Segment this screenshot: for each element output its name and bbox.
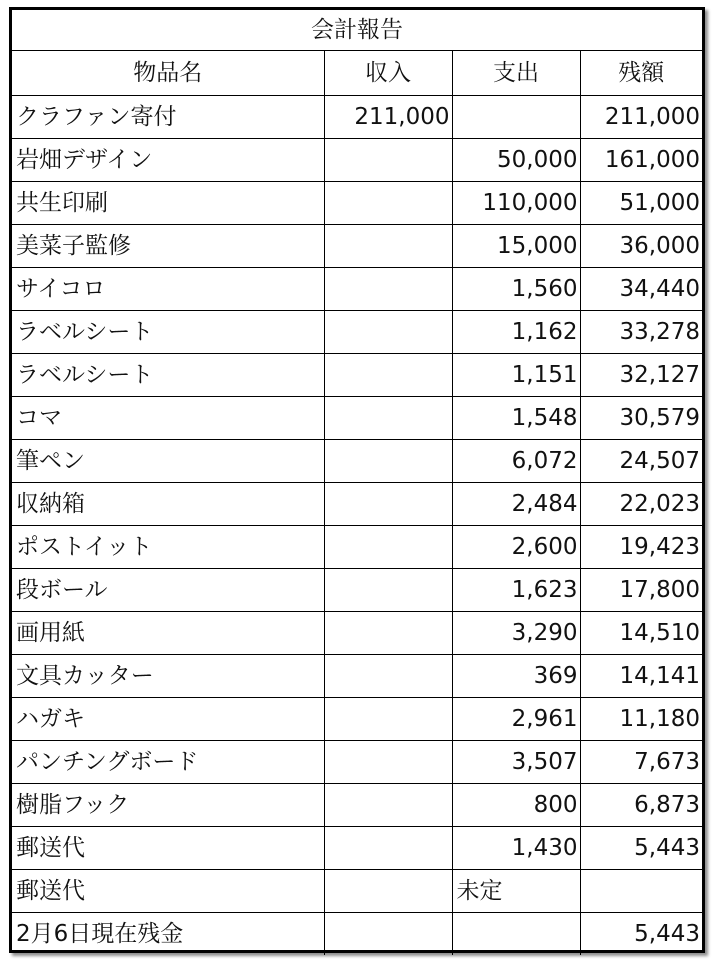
item-name-cell: 段ボール — [12, 569, 324, 612]
table-row — [12, 655, 702, 698]
table-row — [12, 182, 702, 225]
balance-cell: 6,873 — [580, 784, 702, 827]
expense-cell: 2,600 — [452, 526, 580, 569]
income-cell — [324, 913, 452, 956]
balance-cell: 17,800 — [580, 569, 702, 612]
accounting-report-sheet — [9, 7, 705, 953]
income-cell — [324, 440, 452, 483]
table-row — [12, 741, 702, 784]
expense-cell: 1,162 — [452, 311, 580, 354]
table-row — [12, 440, 702, 483]
expense-cell: 2,484 — [452, 483, 580, 526]
income-cell — [324, 870, 452, 913]
income-cell — [324, 182, 452, 225]
table-row — [12, 698, 702, 741]
expense-cell: 1,548 — [452, 397, 580, 440]
expense-cell: 1,430 — [452, 827, 580, 870]
expense-cell: 2,961 — [452, 698, 580, 741]
table-row — [12, 397, 702, 440]
income-cell — [324, 612, 452, 655]
table-row — [12, 569, 702, 612]
item-name-cell: 2月6日現在残金 — [12, 913, 324, 956]
expense-cell: 1,560 — [452, 268, 580, 311]
balance-cell: 14,510 — [580, 612, 702, 655]
balance-cell: 22,023 — [580, 483, 702, 526]
balance-cell: 33,278 — [580, 311, 702, 354]
column-header-expense: 支出 — [452, 51, 580, 96]
income-cell — [324, 827, 452, 870]
balance-cell — [580, 870, 702, 913]
income-cell — [324, 268, 452, 311]
item-name-cell: 美菜子監修 — [12, 225, 324, 268]
item-name-cell: 文具カッター — [12, 655, 324, 698]
balance-cell: 14,141 — [580, 655, 702, 698]
income-cell — [324, 483, 452, 526]
column-header-item-name: 物品名 — [12, 51, 324, 96]
balance-cell: 51,000 — [580, 182, 702, 225]
item-name-cell: 岩畑デザイン — [12, 139, 324, 182]
expense-cell: 1,623 — [452, 569, 580, 612]
item-name-cell: 収納箱 — [12, 483, 324, 526]
item-name-cell: 郵送代 — [12, 827, 324, 870]
balance-cell: 11,180 — [580, 698, 702, 741]
balance-cell: 5,443 — [580, 827, 702, 870]
expense-cell: 15,000 — [452, 225, 580, 268]
balance-cell: 7,673 — [580, 741, 702, 784]
item-name-cell: ラベルシート — [12, 354, 324, 397]
table-row — [12, 526, 702, 569]
income-cell — [324, 397, 452, 440]
balance-cell: 5,443 — [580, 913, 702, 956]
table-row — [12, 913, 702, 956]
expense-cell — [452, 913, 580, 956]
item-name-cell: 筆ペン — [12, 440, 324, 483]
table-row — [12, 139, 702, 182]
income-cell — [324, 225, 452, 268]
item-name-cell: ポストイット — [12, 526, 324, 569]
table-row — [12, 354, 702, 397]
expense-cell: 800 — [452, 784, 580, 827]
balance-cell: 30,579 — [580, 397, 702, 440]
table-row — [12, 268, 702, 311]
item-name-cell: ハガキ — [12, 698, 324, 741]
table-row — [12, 870, 702, 913]
expense-cell: 1,151 — [452, 354, 580, 397]
balance-cell: 19,423 — [580, 526, 702, 569]
balance-cell: 36,000 — [580, 225, 702, 268]
column-header-income: 収入 — [324, 51, 452, 96]
table-row — [12, 784, 702, 827]
item-name-cell: クラファン寄付 — [12, 96, 324, 139]
income-cell — [324, 139, 452, 182]
expense-cell: 未定 — [452, 870, 580, 913]
balance-cell: 24,507 — [580, 440, 702, 483]
table-row — [12, 225, 702, 268]
income-cell: 211,000 — [324, 96, 452, 139]
balance-cell: 32,127 — [580, 354, 702, 397]
item-name-cell: コマ — [12, 397, 324, 440]
item-name-cell: パンチングボード — [12, 741, 324, 784]
table-row — [12, 483, 702, 526]
expense-cell: 369 — [452, 655, 580, 698]
income-cell — [324, 354, 452, 397]
item-name-cell: ラベルシート — [12, 311, 324, 354]
item-name-cell: 郵送代 — [12, 870, 324, 913]
income-cell — [324, 655, 452, 698]
expense-cell — [452, 96, 580, 139]
table-row — [12, 311, 702, 354]
table-row — [12, 612, 702, 655]
item-name-cell: 画用紙 — [12, 612, 324, 655]
balance-cell: 211,000 — [580, 96, 702, 139]
income-cell — [324, 569, 452, 612]
item-name-cell: サイコロ — [12, 268, 324, 311]
column-header-balance: 残額 — [580, 51, 702, 96]
income-cell — [324, 784, 452, 827]
expense-cell: 50,000 — [452, 139, 580, 182]
income-cell — [324, 526, 452, 569]
expense-cell: 3,507 — [452, 741, 580, 784]
income-cell — [324, 741, 452, 784]
table-row — [12, 827, 702, 870]
accounting-report-table — [12, 10, 702, 955]
header-row — [12, 51, 702, 96]
expense-cell: 110,000 — [452, 182, 580, 225]
balance-cell: 34,440 — [580, 268, 702, 311]
item-name-cell: 共生印刷 — [12, 182, 324, 225]
expense-cell: 3,290 — [452, 612, 580, 655]
title-row — [12, 10, 702, 51]
table-row — [12, 96, 702, 139]
item-name-cell: 樹脂フック — [12, 784, 324, 827]
expense-cell: 6,072 — [452, 440, 580, 483]
report-title: 会計報告 — [12, 10, 702, 51]
income-cell — [324, 698, 452, 741]
balance-cell: 161,000 — [580, 139, 702, 182]
income-cell — [324, 311, 452, 354]
